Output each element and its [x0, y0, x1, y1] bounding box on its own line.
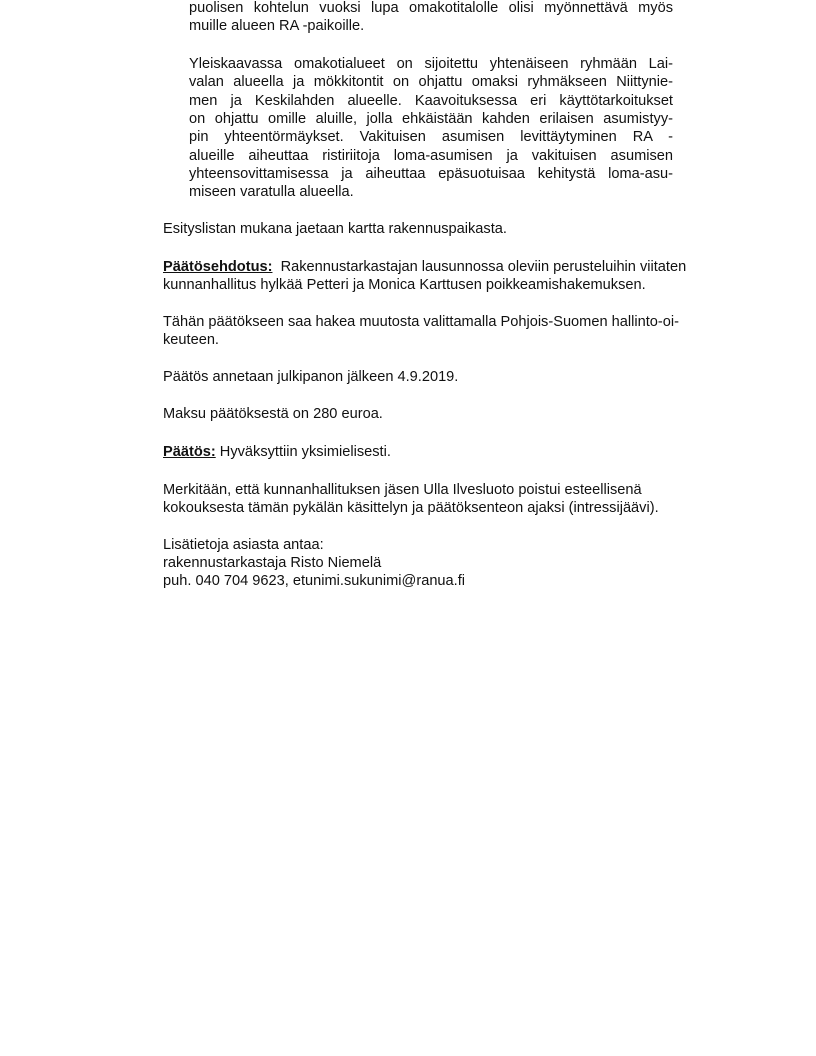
- text-line: muille alueen RA -paikoille.: [189, 18, 365, 34]
- text-line: Yleiskaavassa omakotialueet on sijoitettu yhtenäiseen ryhmään Lai-: [189, 56, 673, 72]
- text-line: on ohjattu omille aluille, jolla ehkäistään kahden erilaisen asumistyy-: [189, 111, 673, 127]
- text-line: pin yhteentörmäykset. Vakituisen asumisen levittäytyminen RA -: [189, 129, 673, 145]
- fee-text: Maksu päätöksestä on 280 euroa.: [163, 406, 383, 422]
- contact-details: puh. 040 704 9623, etunimi.sukunimi@ranua.fi: [163, 573, 466, 589]
- recusal-text: Merkitään, että kunnanhallituksen jäsen Ulla Ilvesluoto poistui esteellisenä: [163, 482, 642, 498]
- appeal-text: Tähän päätökseen saa hakea muutosta valittamalla Pohjois-Suomen hallinto-oi-: [163, 314, 679, 330]
- text-line: puolisen kohtelun vuoksi lupa omakotitalolle olisi myönnettävä myös: [189, 0, 673, 16]
- text-line: alueille aiheuttaa ristiriitoja loma-asumisen ja vakituisen asumisen: [189, 148, 673, 164]
- recusal-text: kokouksesta tämän pykälän käsittelyn ja päätöksenteon ajaksi (intressijäävi).: [163, 500, 659, 516]
- text-line: miseen varatulla alueella.: [189, 184, 354, 200]
- proposal-text: Rakennustarkastajan lausunnossa oleviin perusteluihin viitaten: [280, 259, 687, 275]
- decision-label: Päätös:: [163, 444, 216, 460]
- contact-name: rakennustarkastaja Risto Niemelä: [163, 555, 382, 571]
- text-line: yhteensovittamisessa ja aiheuttaa epäsuotuisaa kehitystä loma-asu-: [189, 166, 673, 182]
- proposal-text: kunnanhallitus hylkää Petteri ja Monica Karttusen poikkeamishakemuksen.: [163, 277, 646, 293]
- text-line: valan alueella ja mökkitontit on ohjattu omaksi ryhmäkseen Niittynie-: [189, 74, 673, 90]
- proposal-label: Päätösehdotus:: [163, 259, 273, 275]
- decision-line: [163, 443, 391, 461]
- text-line: men ja Keskilahden alueelle. Kaavoituksessa eri käyttötarkoitukset: [189, 93, 673, 109]
- decision-text: Hyväksyttiin yksimielisesti.: [219, 444, 391, 460]
- publication-text: Päätös annetaan julkipanon jälkeen 4.9.2019.: [163, 369, 459, 385]
- appeal-text: keuteen.: [163, 332, 219, 348]
- proposal-line: [163, 258, 686, 276]
- map-note: Esityslistan mukana jaetaan kartta rakennuspaikasta.: [163, 221, 507, 237]
- contact-heading: Lisätietoja asiasta antaa:: [163, 537, 324, 553]
